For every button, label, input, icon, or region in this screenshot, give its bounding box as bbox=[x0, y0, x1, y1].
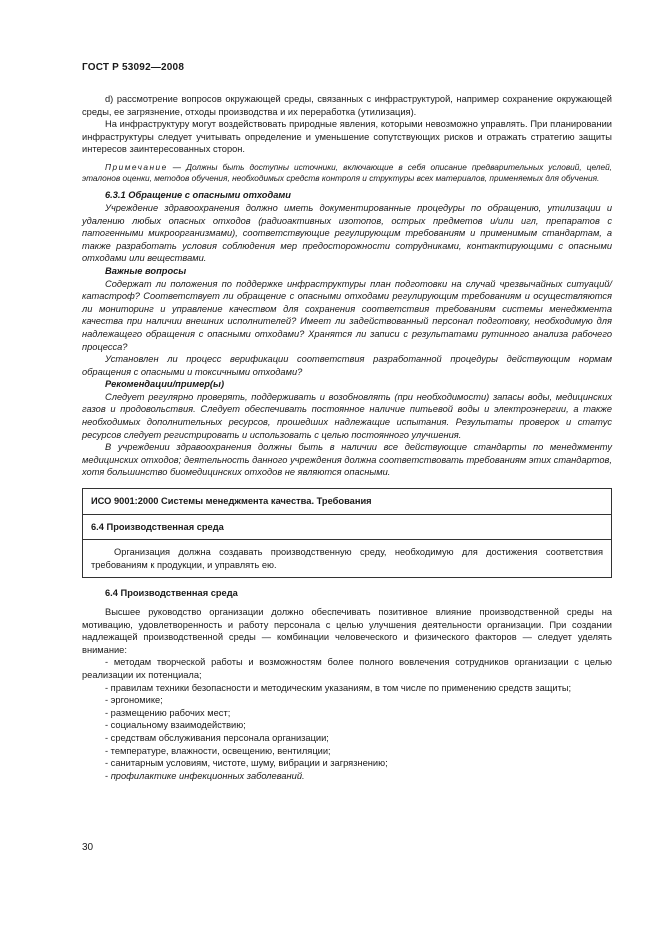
list-item: - методам творческой работы и возможностям более полного вовлечения сотрудников организации с целью реализации их потенциала; bbox=[82, 657, 612, 680]
paragraph-item-d: d) рассмотрение вопросов окружающей среды, связанных с инфраструктурой, например сохранение окружающей среды, ее загрязнение, отходы производства и их переработка (утилизация). bbox=[82, 94, 612, 117]
page-content bbox=[82, 93, 612, 782]
page-header-standard-title: ГОСТ Р 53092—2008 bbox=[82, 62, 185, 73]
list-item: - размещению рабочих мест; bbox=[105, 707, 231, 718]
list-item: - температуре, влажности, освещению, вентиляции; bbox=[105, 745, 331, 756]
iso-box-title: ИСО 9001:2000 Системы менеджмента качества. Требования bbox=[91, 496, 372, 507]
paragraph-hazardous-waste: Учреждение здравоохранения должно иметь документированные процедуры по обращению, утилизации и удалению любых опасных отходов (радиоактивных изотопов, острых предметов и/или игл, препаратов с патогенными микроорганизмами), соответствующие регулирующим требованиям и применимым стандартам, а также разработать условия соблюдения мер предосторожности сотрудниками, контактирующими с опасными отходами или веществами. bbox=[82, 202, 612, 264]
section-heading-6-3-1: 6.3.1 Обращение с опасными отходами bbox=[105, 190, 291, 201]
iso-box-title-row bbox=[83, 489, 611, 514]
page-number: 30 bbox=[82, 842, 94, 853]
subheading-important-questions: Важные вопросы bbox=[105, 265, 187, 276]
iso-quote-box bbox=[82, 488, 612, 578]
section-heading-6-4: 6.4 Производственная среда bbox=[105, 588, 238, 599]
iso-box-section-row bbox=[83, 514, 611, 540]
list-item-last bbox=[82, 770, 612, 783]
iso-box-text: Организация должна создавать производственную среду, необходимую для достижения соответствия требованиям к продукции, и управлять ею. bbox=[91, 547, 603, 570]
note-label: Примечание bbox=[105, 161, 168, 172]
paragraph-infrastructure-risks: На инфраструктуру могут воздействовать природные явления, которыми невозможно управлять. При планировании инфраструктуры следует учитывать определение и уменьшение сопутствующих рисков и отражать стратегию защиты интересов заинтересованных сторон. bbox=[82, 119, 612, 155]
list-item-dash: - bbox=[105, 770, 111, 781]
list-item: - санитарным условиям, чистоте, шуму, вибрации и загрязнению; bbox=[105, 758, 388, 769]
list-item: - средствам обслуживания персонала организации; bbox=[105, 732, 329, 743]
paragraph-questions-1: Содержат ли положения по поддержке инфраструктуры план подготовки на случай чрезвычайных ситуаций/катастроф? Соответствует ли обращение с опасными отходами регулирующим требованиям и осуществляются ли мониторинг и управление качеством для сохранения соответствия требованиям системы менеджмента качества при наличии внешних исполнителей? Имеет ли задействованный персонал подготовку, необходимую для надлежащего обращения с опасными отходами? Хранятся ли записи с результатами рутинного анализа рабочего процесса? bbox=[82, 278, 612, 352]
note bbox=[82, 162, 612, 184]
subheading-recommendations: Рекомендации/пример(ы) bbox=[105, 379, 225, 390]
paragraph-questions-2: Установлен ли процесс верификации соответствия разработанной процедуры действующим нормам обращения с опасными и токсичными отходами? bbox=[82, 354, 612, 377]
iso-box-section: 6.4 Производственная среда bbox=[91, 521, 224, 532]
note-text: — Должны быть доступны источники, включающие в себя описание предварительных условий, целей, эталонов оценки, методов обучения, необходимых средств контроля и структуры всех материалов, применяемых для обучения. bbox=[82, 161, 612, 184]
list-item: - социальному взаимодействию; bbox=[105, 720, 246, 731]
list-item: - правилам техники безопасности и методическим указаниям, в том числе по применению средств защиты; bbox=[105, 682, 572, 693]
paragraph-work-environment: Высшее руководство организации должно обеспечивать позитивное влияние производственной среды на мотивацию, удовлетворенность и работу персонала с целью улучшения деятельности организации. При создании надлежащей производственной среды — комбинации человеческого и физического факторов — следует уделять внимание: bbox=[82, 607, 612, 655]
list-item-infection-prevention: профилактике инфекционных заболеваний. bbox=[110, 770, 305, 781]
paragraph-recommendations-1: Следует регулярно проверять, поддерживать и возобновлять (при необходимости) запасы воды, медицинских газов и продовольствия. Следует обеспечивать постоянное наличие питьевой воды и электроэнергии, а также необходимых дополнительных ресурсов, прошедших надлежащие испытания. Результаты проверок и статус ресурсов следует регистрировать и использовать с целью постоянного улучшения. bbox=[82, 391, 612, 440]
list-item: - эргономике; bbox=[105, 695, 163, 706]
iso-box-text-row bbox=[83, 539, 611, 577]
paragraph-recommendations-2: В учреждении здравоохранения должны быть в наличии все действующие стандарты по менеджменту медицинских отходов; деятельность данного учреждения должна соответствовать требованиям этих стандартов, хотя большинство биомедицинских отходов не являются опасными. bbox=[82, 442, 612, 478]
